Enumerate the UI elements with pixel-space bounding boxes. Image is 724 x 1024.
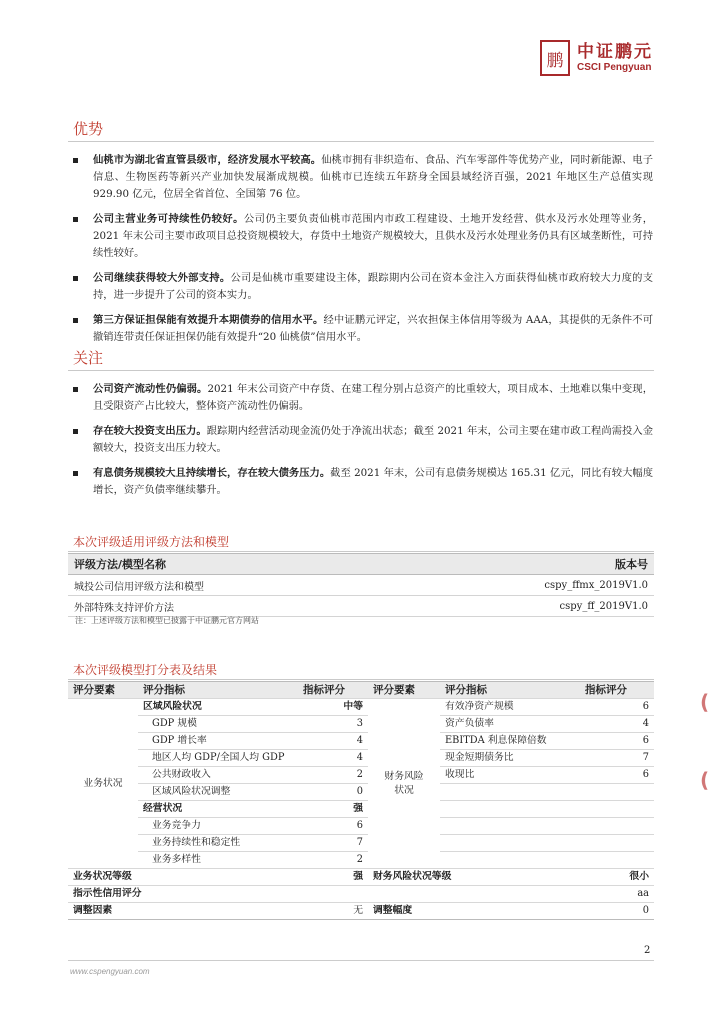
region-score: 中等 — [298, 699, 368, 716]
divider — [68, 141, 654, 142]
empty-cell — [440, 818, 580, 835]
list-item — [73, 423, 653, 457]
empty-cell — [580, 852, 654, 869]
adjust-range: 0 — [580, 903, 654, 920]
item-text: 公司仍主要负责仙桃市范围内市政工程建设、土地开发经营、供水及污水处理等业务，2021 年末公司主要市政项目总投资规模较大，存货中土地资产规模较大，且供水及污水处理业务仍具有区域垄断性，可持续性较好。 — [93, 213, 654, 259]
bullet-icon — [73, 387, 78, 392]
region-indicator-score: 3 — [298, 716, 368, 733]
indicative-label: 指示性信用评分 — [68, 886, 580, 903]
fin-score: 6 — [580, 767, 654, 784]
empty-cell — [440, 784, 580, 801]
business-label: 业务状况 — [68, 699, 138, 869]
ops-title: 经营状况 — [138, 801, 298, 818]
fin-score: 7 — [580, 750, 654, 767]
item-heading: 第三方保证担保能有效提升本期债券的信用水平。 — [93, 314, 324, 326]
table-row — [68, 869, 654, 886]
ops-score: 强 — [298, 801, 368, 818]
header-element-2: 评分要素 — [368, 682, 440, 699]
table-row — [68, 818, 654, 835]
item-text: 经中证鹏元评定，兴农担保主体信用等级为 AAA，其提供的无条件不可撤销连带责任保证担保仍能有效提升“20 仙桃债”信用水平。 — [93, 314, 653, 343]
method-name: 外部特殊支持评价方法 — [68, 596, 391, 617]
scorecard-header-row — [68, 682, 654, 699]
list-item — [73, 465, 653, 499]
fin-indicator: 有效净资产规模 — [440, 699, 580, 716]
fin-score: 6 — [580, 699, 654, 716]
header-score-2: 指标评分 — [580, 682, 654, 699]
region-indicator-score: 2 — [298, 767, 368, 784]
item-text: 仙桃市拥有非织造布、食品、汽车零部件等优势产业，同时新能源、电子信息、生物医药等新兴产业加快发展渐成规模。仙桃市已连续五年跻身全国县域经济百强，2021 年地区生产总值实现 929.90 亿元，位居全省首位、全国第 76 位。 — [93, 154, 654, 200]
item-text: 2021 年末公司资产中存货、在建工程分别占总资产的比重较大，项目成本、土地难以集中变现，且受限资产占比较大，整体资产流动性仍偏弱。 — [93, 383, 654, 412]
region-indicator-score: 0 — [298, 784, 368, 801]
bullet-icon — [73, 217, 78, 222]
methods-header-row — [68, 554, 654, 575]
financial-grade-label: 财务风险状况等级 — [368, 869, 580, 886]
ops-indicator-score: 2 — [298, 852, 368, 869]
list-item — [73, 211, 653, 262]
concerns-list — [73, 381, 653, 507]
fin-indicator: 收现比 — [440, 767, 580, 784]
table-row — [68, 852, 654, 869]
ops-indicator: 业务持续性和稳定性 — [138, 835, 298, 852]
table-row — [68, 699, 654, 716]
logo-cn: 中证鹏元 — [577, 42, 653, 62]
empty-cell — [440, 835, 580, 852]
table-row — [68, 750, 654, 767]
adjust-value: 无 — [298, 903, 368, 920]
region-indicator: 公共财政收入 — [138, 767, 298, 784]
ops-indicator-score: 7 — [298, 835, 368, 852]
method-version: cspy_ffmx_2019V1.0 — [391, 575, 654, 596]
bullet-icon — [73, 158, 78, 163]
table-row — [68, 835, 654, 852]
item-heading: 公司继续获得较大外部支持。 — [93, 272, 231, 284]
logo-en: CSCI Pengyuan — [577, 62, 652, 73]
fin-indicator: 现金短期债务比 — [440, 750, 580, 767]
methods-col-version: 版本号 — [391, 554, 654, 575]
table-row — [68, 767, 654, 784]
financial-label: 财务风险状况 — [368, 699, 440, 869]
header-element: 评分要素 — [68, 682, 138, 699]
header-indicator-2: 评分指标 — [440, 682, 580, 699]
empty-cell — [580, 784, 654, 801]
footer-url: www.cspengyuan.com — [70, 967, 150, 976]
list-item — [73, 152, 653, 203]
methods-note: 注：上述评级方法和模型已披露于中证鹏元官方网站 — [75, 616, 259, 625]
table-row — [68, 733, 654, 750]
list-item — [73, 312, 653, 346]
fin-indicator: 资产负债率 — [440, 716, 580, 733]
ops-indicator: 业务竞争力 — [138, 818, 298, 835]
region-indicator: GDP 规模 — [138, 716, 298, 733]
empty-cell — [440, 801, 580, 818]
scorecard-table — [68, 681, 654, 920]
bullet-icon — [73, 471, 78, 476]
seal-stamp-graphic: ( — [700, 690, 710, 714]
region-indicator: 区域风险状况调整 — [138, 784, 298, 801]
scorecard-title: 本次评级模型打分表及结果 — [73, 663, 218, 677]
item-heading: 公司资产流动性仍偏弱。 — [93, 383, 208, 395]
strengths-list — [73, 152, 653, 354]
region-indicator-score: 4 — [298, 733, 368, 750]
item-heading: 存在较大投资支出压力。 — [93, 425, 207, 437]
empty-cell — [580, 801, 654, 818]
table-row — [68, 716, 654, 733]
divider — [68, 551, 654, 552]
divider — [68, 679, 654, 680]
methods-col-name: 评级方法/模型名称 — [68, 554, 391, 575]
item-text: 公司是仙桃市重要建设主体，跟踪期内公司在资本金注入方面获得仙桃市政府较大力度的支持，进一步提升了公司的资本实力。 — [93, 272, 654, 301]
ops-indicator-score: 6 — [298, 818, 368, 835]
item-text: 截至 2021 年末，公司有息债务规模达 165.31 亿元，同比有较大幅度增长，资产负债率继续攀升。 — [93, 467, 654, 496]
region-title: 区域风险状况 — [138, 699, 298, 716]
business-grade-label: 业务状况等级 — [68, 869, 298, 886]
bullet-icon — [73, 318, 78, 323]
logo — [540, 40, 653, 76]
empty-cell — [580, 835, 654, 852]
region-indicator: 地区人均 GDP/全国人均 GDP — [138, 750, 298, 767]
methods-title: 本次评级适用评级方法和模型 — [73, 535, 230, 549]
fin-score: 6 — [580, 733, 654, 750]
table-row — [68, 784, 654, 801]
indicative-score: aa — [580, 886, 654, 903]
list-item — [73, 381, 653, 415]
list-item — [73, 270, 653, 304]
divider — [68, 370, 654, 371]
page-number: 2 — [644, 945, 651, 956]
item-heading: 有息债务规模较大且持续增长，存在较大债务压力。 — [93, 467, 331, 479]
ops-indicator: 业务多样性 — [138, 852, 298, 869]
bullet-icon — [73, 276, 78, 281]
region-indicator: GDP 增长率 — [138, 733, 298, 750]
header-indicator: 评分指标 — [138, 682, 298, 699]
table-row — [68, 596, 654, 617]
adjust-label: 调整因素 — [68, 903, 298, 920]
divider — [68, 960, 654, 961]
seal-stamp-graphic: ( — [700, 768, 710, 792]
empty-cell — [580, 818, 654, 835]
table-row — [68, 886, 654, 903]
concerns-title: 关注 — [73, 349, 104, 367]
method-name: 城投公司信用评级方法和模型 — [68, 575, 391, 596]
item-text: 跟踪期内经营活动现金流仍处于净流出状态；截至 2021 年末，公司主要在建市政工程尚需投入金额较大，投资支出压力较大。 — [93, 425, 654, 454]
financial-grade: 很小 — [580, 869, 654, 886]
item-heading: 仙桃市为湖北省直管县级市，经济发展水平较高。 — [93, 154, 322, 166]
adjust-range-label: 调整幅度 — [368, 903, 580, 920]
strengths-title: 优势 — [73, 120, 104, 138]
bullet-icon — [73, 429, 78, 434]
table-row — [68, 801, 654, 818]
empty-cell — [440, 852, 580, 869]
table-row — [68, 903, 654, 920]
business-grade: 强 — [298, 869, 368, 886]
fin-score: 4 — [580, 716, 654, 733]
fin-indicator: EBITDA 利息保障倍数 — [440, 733, 580, 750]
method-version: cspy_ff_2019V1.0 — [391, 596, 654, 617]
methods-table — [68, 553, 654, 617]
table-row — [68, 575, 654, 596]
header-score: 指标评分 — [298, 682, 368, 699]
logo-seal-icon: 鹏 — [540, 40, 570, 76]
region-indicator-score: 4 — [298, 750, 368, 767]
item-heading: 公司主营业务可持续性仍较好。 — [93, 213, 244, 225]
